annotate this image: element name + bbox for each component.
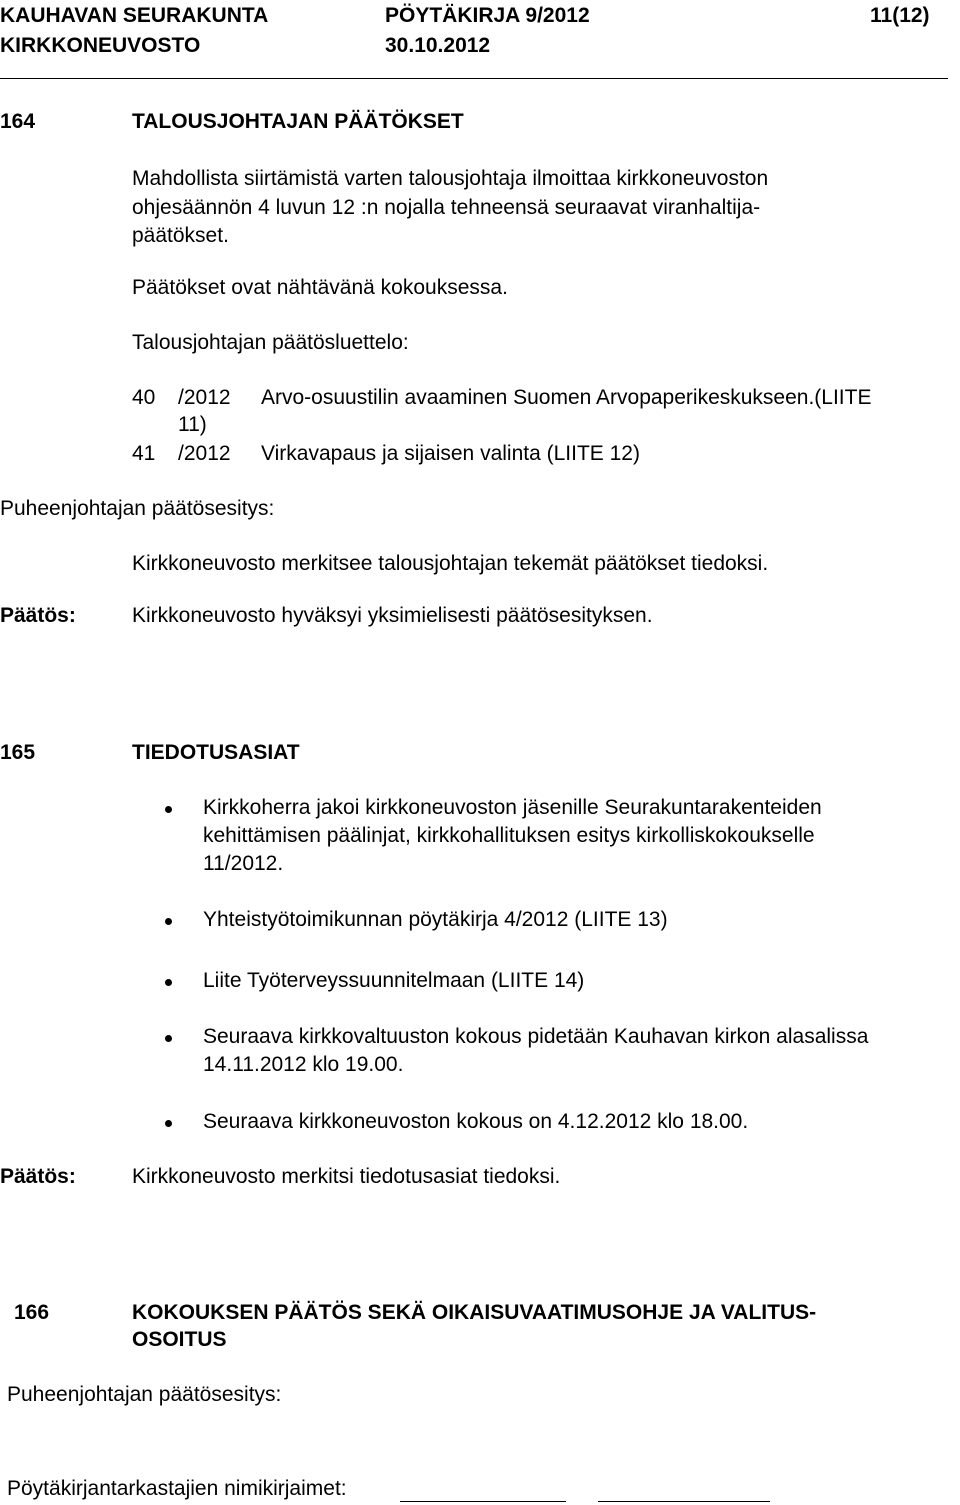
decision-text: Kirkkoneuvosto hyväksyi yksimielisesti päätösesityksen.	[132, 604, 653, 627]
decision-item-text: Arvo-osuustilin avaaminen Suomen Arvopaperikeskukseen.(LIITE	[261, 386, 872, 409]
section-number-165: 165	[0, 741, 36, 764]
proposal-label: Puheenjohtajan päätösesitys:	[7, 1383, 282, 1406]
header-doc: PÖYTÄKIRJA 9/2012	[385, 4, 590, 27]
proposal-text: Kirkkoneuvosto merkitsee talousjohtajan tekemät päätökset tiedoksi.	[132, 552, 769, 575]
initials-line-1	[400, 1501, 566, 1502]
decision-text: Kirkkoneuvosto merkitsi tiedotusasiat tiedoksi.	[132, 1165, 561, 1188]
bullet-item-line1: Seuraava kirkkoneuvoston kokous on 4.12.2012 klo 18.00.	[203, 1110, 749, 1133]
bullet-icon	[165, 1035, 172, 1042]
bullet-item-line3: 11/2012.	[203, 852, 284, 875]
s164-paragraph-line3: päätökset.	[132, 224, 229, 247]
bullet-item-line1: Liite Työterveyssuunnitelmaan (LIITE 14)	[203, 969, 585, 992]
decision-item-text-cont: 11)	[178, 413, 207, 436]
decision-item-year: /2012	[178, 442, 231, 465]
initials-label: Pöytäkirjantarkastajien nimikirjaimet:	[7, 1477, 347, 1500]
s164-paragraph-line1: Mahdollista siirtämistä varten talousjohtaja ilmoittaa kirkkoneuvoston	[132, 167, 769, 190]
bullet-icon	[165, 806, 172, 813]
header-body: KIRKKONEUVOSTO	[0, 34, 201, 57]
decision-item-text: Virkavapaus ja sijaisen valinta (LIITE 12)	[261, 442, 640, 465]
s164-paragraph-2: Päätökset ovat nähtävänä kokouksessa.	[132, 276, 508, 299]
decision-label: Päätös:	[0, 604, 76, 627]
header-rule	[0, 78, 948, 79]
header-org: KAUHAVAN SEURAKUNTA	[0, 4, 269, 27]
decision-label: Päätös:	[0, 1165, 76, 1188]
header-date: 30.10.2012	[385, 34, 491, 57]
decision-item-year: /2012	[178, 386, 231, 409]
section-number-164: 164	[0, 110, 36, 133]
section-number-166: 166	[14, 1301, 50, 1324]
decision-item-number: 41	[132, 442, 156, 465]
section-title-165: TIEDOTUSASIAT	[132, 741, 300, 764]
section-title-166-line2: OSOITUS	[132, 1328, 227, 1351]
bullet-item-line1: Yhteistyötoimikunnan pöytäkirja 4/2012 (LIITE 13)	[203, 908, 668, 931]
s164-paragraph-line2: ohjesäännön 4 luvun 12 :n nojalla tehneensä seuraavat viranhaltija-	[132, 196, 761, 219]
bullet-icon	[165, 979, 172, 986]
s164-list-heading: Talousjohtajan päätösluettelo:	[132, 331, 409, 354]
bullet-item-line1: Kirkkoherra jakoi kirkkoneuvoston jäsenille Seurakuntarakenteiden	[203, 796, 822, 819]
initials-line-2	[598, 1501, 770, 1502]
bullet-item-line2: kehittämisen päälinjat, kirkkohallituksen esitys kirkolliskokoukselle	[203, 824, 815, 847]
section-title-166-line1: KOKOUKSEN PÄÄTÖS SEKÄ OIKAISUVAATIMUSOHJE JA VALITUS-	[132, 1301, 817, 1324]
proposal-label: Puheenjohtajan päätösesitys:	[0, 497, 275, 520]
bullet-item-line1: Seuraava kirkkovaltuuston kokous pidetään Kauhavan kirkon alasalissa	[203, 1025, 869, 1048]
bullet-item-line2: 14.11.2012 klo 19.00.	[203, 1053, 404, 1076]
bullet-icon	[165, 1120, 172, 1127]
decision-item-number: 40	[132, 386, 156, 409]
header-page: 11(12)	[870, 4, 930, 27]
section-title-164: TALOUSJOHTAJAN PÄÄTÖKSET	[132, 110, 464, 133]
bullet-icon	[165, 918, 172, 925]
